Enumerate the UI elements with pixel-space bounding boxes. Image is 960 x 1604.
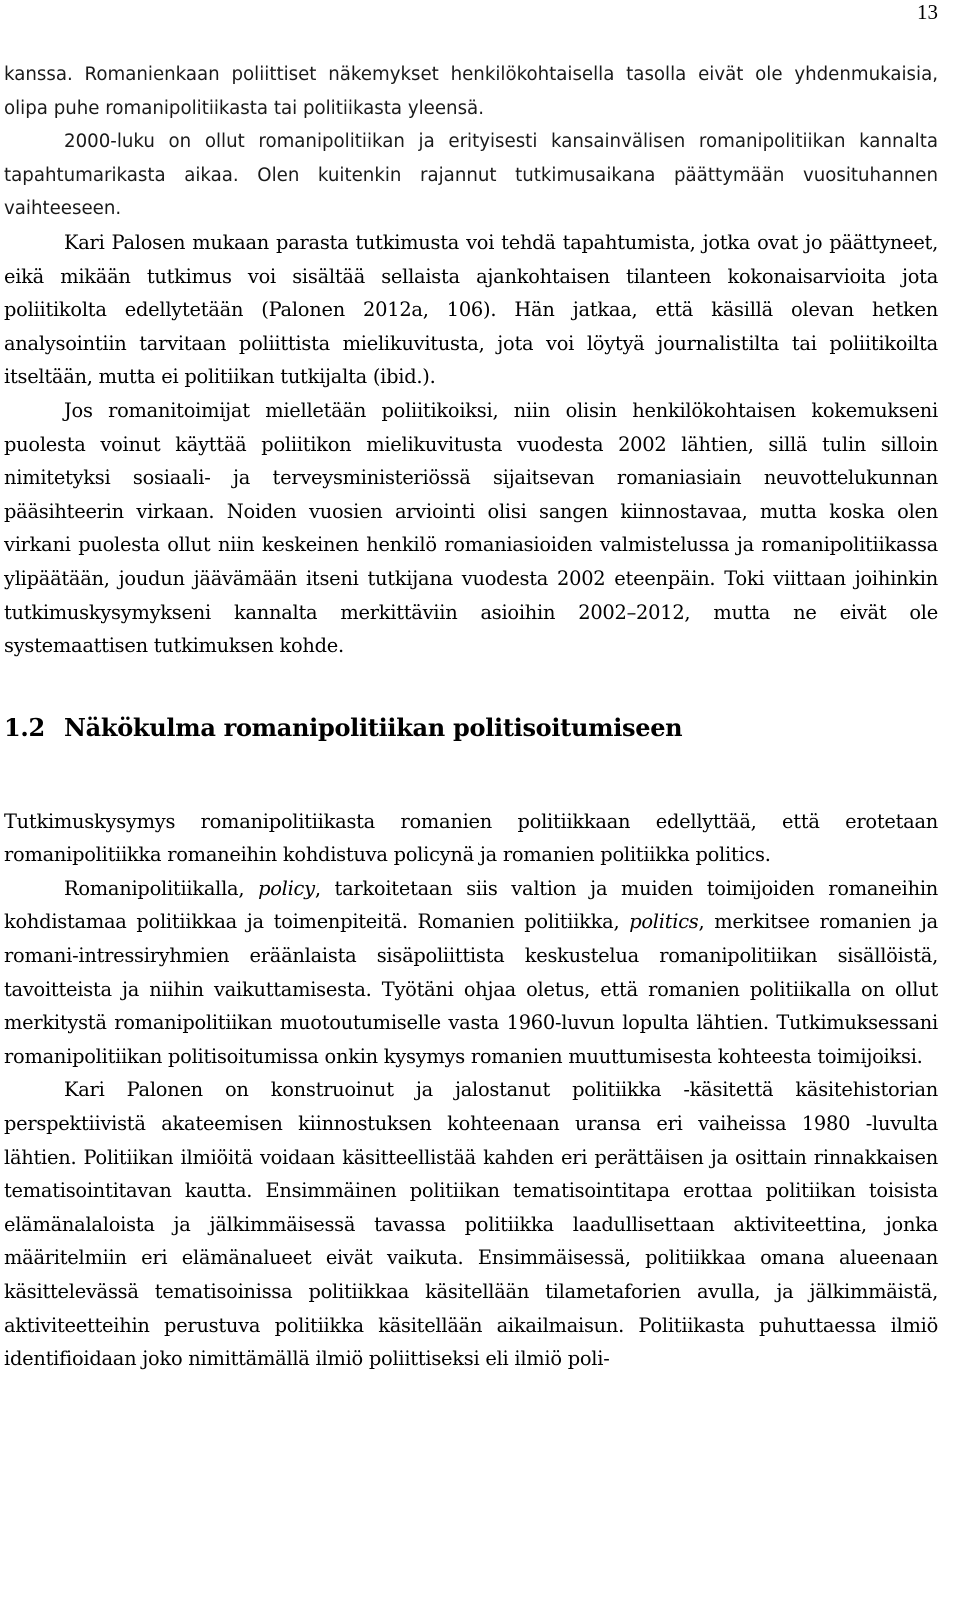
section-title: Näkökulma romanipolitiikan politisoitumiseen	[64, 712, 683, 742]
paragraph-text: , merkitsee romanien ja romani-intressiryhmien eräänlaista sisäpoliittista keskustelua romanipolitiikan sisällöistä, tavoitteista ja niihin vaikuttamisesta. Työtäni ohjaa oletus, että romanien politiikalla on ollut merkitystä romanipolitiikan muotoutumiselle vasta 1960-luvun lopulta lähtien. Tutkimuksessani romanipolitiikan politisoitumissa onkin kysymys romanien muuttumisesta kohteesta toimijoiksi.	[4, 910, 938, 1068]
italic-term: policy	[258, 876, 315, 900]
section-heading	[4, 711, 938, 745]
paragraph	[4, 125, 938, 226]
paragraph-text: Kari Palonen on konstruoinut ja jalostanut politiikka -käsitettä käsitehistorian perspektiivistä akateemisen kiinnostuksen kohteenaan uransa eri vaiheissa 1980 -luvulta lähtien. Politiikan ilmiöitä voidaan käsitteellistää kahden eri perättäisen ja osittain rinnakkaisen tematisointitavan kautta. Ensimmäinen politiikan tematisointitapa erottaa politiikan toisista elämänalaloista ja jälkimmäisessä tavassa politiikka laadullisettaan aktiviteettina, jonka määritelmiin eri elämänalueet eivät vaikuta. Ensimmäisessä, politiikkaa omana alueenaan käsittelevässä tematisoinissa politiikkaa käsitellään tilametaforien avulla, ja jälkimmäistä, aktiviteetteihin perustuva politiikka käsitellään aikailmaisun. Politiikasta puhuttaessa ilmiö identifioidaan joko nimittämällä ilmiö poliittiseksi eli ilmiö poli-	[4, 1078, 938, 1371]
document-body	[4, 58, 938, 1376]
paragraph-text: Tutkimuskysymys romanipolitiikasta romanien politiikkaan edellyttää, että erotetaan romanipolitiikka romaneihin kohdistuva policynä ja romanien politiikka politics.	[4, 809, 938, 867]
paragraph	[4, 872, 938, 1074]
paragraph-text: kanssa. Romanienkaan poliittiset näkemykset henkilökohtaisella tasolla eivät ole yhdenmukaisia, olipa puhe romanipolitiikasta tai politiikasta yleensä.	[4, 64, 938, 119]
paragraph-text: Jos romanitoimijat mielletään poliitikoiksi, niin olisin henkilökohtaisen kokemukseni puolesta voinut käyttää poliitikon mielikuvitusta vuodesta 2002 lähtien, sillä tulin silloin nimitetyksi sosiaali- ja terveysministeriössä sijaitsevan romaniasiain neuvottelukunnan pääsihteerin virkaan. Noiden vuosien arviointi olisi sangen kiinnostavaa, mutta koska olen virkani puolesta ollut niin keskeinen henkilö romaniasioiden valmistelussa ja romanipolitiikassa ylipäätään, joudun jäävämään itseni tutkijana vuodesta 2002 eteenpäin. Toki viittaan joihinkin tutkimuskysymykseni kannalta merkittäviin asioihin 2002–2012, mutta ne eivät ole systemaattisen tutkimuksen kohde.	[4, 398, 938, 658]
section-number: 1.2	[4, 712, 45, 742]
page-number: 13	[917, 0, 938, 24]
intro-section	[4, 58, 938, 663]
paragraph-text: Romanipolitiikalla,	[64, 876, 259, 900]
paragraph	[4, 58, 938, 125]
paragraph	[4, 805, 938, 872]
paragraph-text: Kari Palosen mukaan parasta tutkimusta voi tehdä tapahtumista, jotka ovat jo päättyneet, eikä mikään tutkimus voi sisältää sellaista ajankohtaisen tilanteen kokonaisarvioita jota poliitikolta edellytetään (Palonen 2012a, 106). Hän jatkaa, että käsillä olevan hetken analysointiin tarvitaan poliittista mielikuvitusta, jota voi löytyä journalistilta tai poliitikoilta itseltään, mutta ei politiikan tutkijalta (ibid.).	[4, 230, 938, 389]
italic-term: politics	[629, 910, 699, 934]
paragraph	[4, 1073, 938, 1375]
paragraph-text: 2000-luku on ollut romanipolitiikan ja erityisesti kansainvälisen romanipolitiikan kannalta tapahtumarikasta aikaa. Olen kuitenkin rajannut tutkimusaikana päättymään vuosituhannen vaihteeseen.	[4, 131, 938, 220]
paragraph-text: , tarkoitetaan siis valtion ja muiden toimijoiden romaneihin kohdistamaa politiikkaa ja toimenpiteitä. Romanien politiikka,	[4, 876, 939, 934]
section-body	[4, 805, 938, 1376]
paragraph	[4, 226, 938, 394]
paragraph	[4, 394, 938, 663]
heading-spacer	[4, 745, 938, 805]
